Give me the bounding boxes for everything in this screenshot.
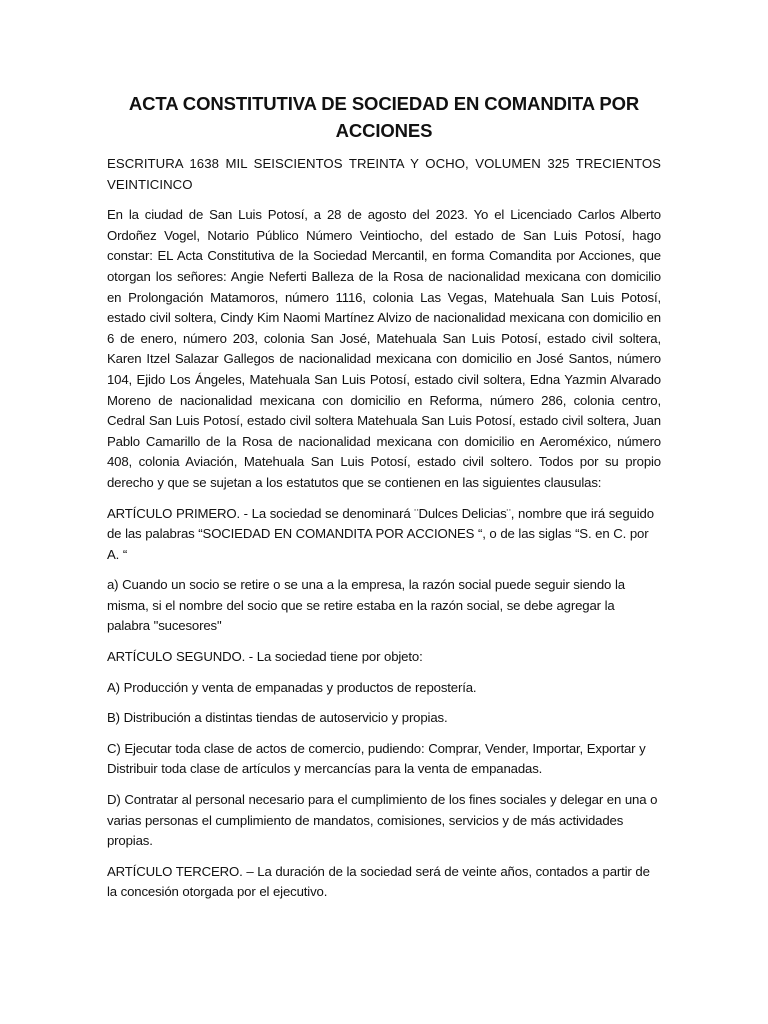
article-tercero: ARTÍCULO TERCERO. – La duración de la sociedad será de veinte años, contados a partir de la concesión otorgada por el ejecutivo.: [107, 863, 650, 900]
objeto-item-c: C) Ejecutar toda clase de actos de comercio, pudiendo: Comprar, Vender, Importar, Exportar y Distribuir toda clase de artículos y mercancías para la venta de empanadas.: [107, 740, 646, 777]
escritura-line: ESCRITURA 1638 MIL SEISCIENTOS TREINTA Y OCHO, VOLUMEN 325 TRECIENTOS VEINTICINCO: [107, 156, 661, 192]
objeto-item-b: B) Distribución a distintas tiendas de autoservicio y propias.: [107, 710, 448, 726]
preamble-paragraph: En la ciudad de San Luis Potosí, a 28 de agosto del 2023. Yo el Licenciado Carlos Alberto Ordoñez Vogel, Notario Público Número Veintiocho, del estado de San Luis Potosí, hago constar: EL Acta Constitutiva de la Sociedad Mercantil, en forma Comandita por Acciones, que otorgan los señores: Angie Neferti Balleza de la Rosa de nacionalidad mexicana con domicilio en Prolongación Matamoros, número 1116, colonia Las Vegas, Matehuala San Luis Potosí, estado civil soltera, Cindy Kim Naomi Martínez Alvizo de nacionalidad mexicana con domicilio en 6 de enero, número 203, colonia San José, Matehuala San Luis Potosí, estado civil soltera, Karen Itzel Salazar Gallegos de nacionalidad mexicana con domicilio en José Santos, número 104, Ejido Los Ángeles, Matehuala San Luis Potosí, estado civil soltera, Edna Yazmin Alvarado Moreno de nacionalidad mexicana con domicilio en Reforma, número 286, colonia centro, Cedral San Luis Potosí, estado civil soltera Matehuala San Luis Potosí, estado civil soltera, Juan Pablo Camarillo de la Rosa de nacionalidad mexicana con domicilio en Aeroméxico, número 408, colonia Aviación, Matehuala San Luis Potosí, estado civil soltero. Todos por su propio derecho y que se sujetan a los estatutos que se contienen en las siguientes clausulas:: [107, 207, 661, 490]
document-body: [107, 90, 661, 913]
article-primero-clause-a: a) Cuando un socio se retire o se una a la empresa, la razón social puede seguir siendo la misma, si el nombre del socio que se retire estaba en la razón social, se debe agregar la palabra "sucesores": [107, 577, 625, 634]
document-title: ACTA CONSTITUTIVA DE SOCIEDAD EN COMANDITA POR ACCIONES: [128, 93, 640, 141]
objeto-item-d: D) Contratar al personal necesario para el cumplimiento de los fines sociales y delegar en una o varias personas el cumplimiento de mandatos, comisiones, servicios y de más actividades propias.: [107, 792, 658, 849]
article-segundo: ARTÍCULO SEGUNDO. - La sociedad tiene por objeto:: [107, 649, 423, 665]
objeto-item-a: A) Producción y venta de empanadas y productos de repostería.: [107, 679, 477, 695]
article-primero: ARTÍCULO PRIMERO. - La sociedad se denominará ¨Dulces Delicias¨, nombre que irá seguido de las palabras “SOCIEDAD EN COMANDITA POR ACCIONES “, o de las siglas “S. en C. por A. “: [107, 505, 654, 562]
